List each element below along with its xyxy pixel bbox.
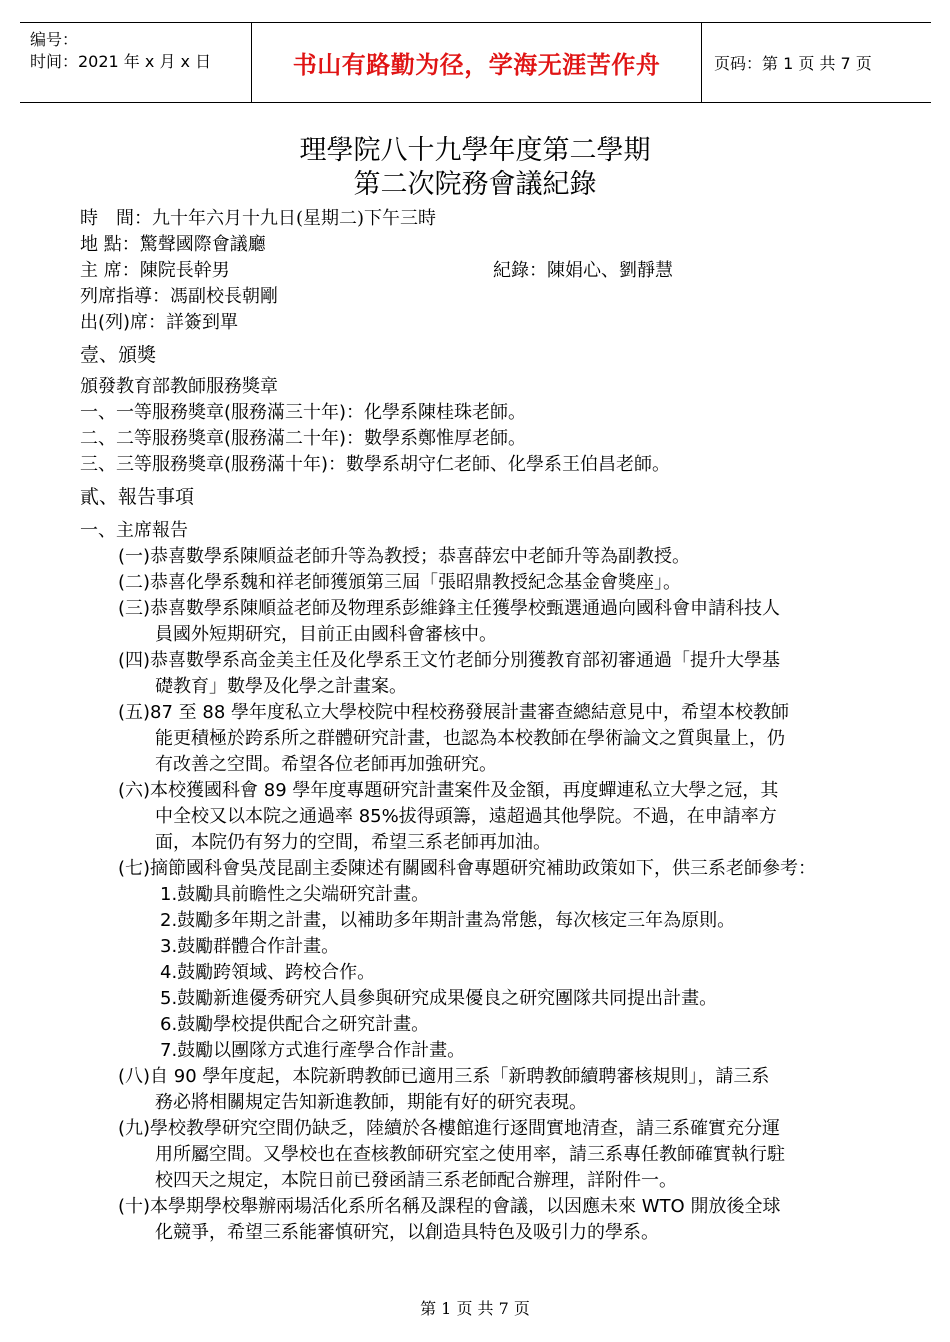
policy-item: 3.鼓勵群體合作計畫。 bbox=[160, 936, 340, 957]
header-page-info: 页码：第 1 页 共 7 页 bbox=[714, 54, 872, 73]
doc-title-line1: 理學院八十九學年度第二學期 bbox=[299, 135, 651, 166]
chair-report-heading: 一、主席報告 bbox=[80, 520, 188, 541]
report-item-10: (十)本學期學校舉辦兩場活化系所名稱及課程的會議，以因應未來 WTO 開放後全球 bbox=[118, 1196, 781, 1217]
report-item-8: (八)自 90 學年度起，本院新聘教師已適用三系「新聘教師續聘審核規則」，請三系 bbox=[118, 1066, 770, 1087]
header-time-label: 时间：2021 年 x 月 x 日 bbox=[30, 52, 212, 71]
report-item-5-cont: 有改善之空間。希望各位老師再加強研究。 bbox=[155, 754, 497, 775]
page-header bbox=[20, 22, 931, 103]
policy-item: 7.鼓勵以團隊方式進行產學合作計畫。 bbox=[160, 1040, 466, 1061]
award-item: 一、一等服務獎章(服務滿三十年)：化學系陳桂珠老師。 bbox=[80, 402, 527, 423]
header-left-cell bbox=[20, 23, 252, 102]
report-item-6-cont: 面，本院仍有努力的空間，希望三系老師再加油。 bbox=[155, 832, 551, 853]
report-item-5-cont: 能更積極於跨系所之群體研究計畫，也認為本校教師在學術論文之質與量上，仍 bbox=[155, 728, 785, 749]
award-item: 二、二等服務獎章(服務滿二十年)：數學系鄭惟厚老師。 bbox=[80, 428, 527, 449]
meeting-recorder: 紀錄：陳娟心、劉靜慧 bbox=[493, 260, 673, 281]
meeting-time: 時 間：九十年六月十九日(星期二)下午三時 bbox=[80, 208, 437, 229]
report-item-6: (六)本校獲國科會 89 學年度專題研究計畫案件及金額，再度蟬連私立大學之冠，其 bbox=[118, 780, 779, 801]
report-item-2: (二)恭喜化學系魏和祥老師獲頒第三屆「張昭鼎教授紀念基金會獎座」。 bbox=[118, 572, 682, 593]
meeting-guidance: 列席指導：馮副校長朝剛 bbox=[80, 286, 278, 307]
section2-heading: 貳、報告事項 bbox=[80, 486, 195, 508]
section1-intro: 頒發教育部教師服務獎章 bbox=[80, 376, 278, 397]
header-page-info-cell bbox=[702, 23, 931, 102]
report-item-4-cont: 礎教育」數學及化學之計畫案。 bbox=[155, 676, 407, 697]
report-item-10-cont: 化競爭，希望三系能審慎研究，以創造具特色及吸引力的學系。 bbox=[155, 1222, 659, 1243]
header-motto-cell bbox=[252, 23, 702, 102]
doc-title-line2: 第二次院務會議紀錄 bbox=[353, 169, 597, 200]
section1-heading: 壹、頒獎 bbox=[80, 344, 157, 366]
policy-item: 2.鼓勵多年期之計畫，以補助多年期計畫為常態，每次核定三年為原則。 bbox=[160, 910, 736, 931]
report-item-6-cont: 中全校又以本院之通過率 85%拔得頭籌，遠超過其他學院。不過，在申請率方 bbox=[155, 806, 777, 827]
report-item-9-cont: 用所屬空間。又學校也在查核教師研究室之使用率，請三系專任教師確實執行駐 bbox=[155, 1144, 785, 1165]
report-item-1: (一)恭喜數學系陳順益老師升等為教授；恭喜薛宏中老師升等為副教授。 bbox=[118, 546, 691, 567]
report-item-8-cont: 務必將相關規定告知新進教師，期能有好的研究表現。 bbox=[155, 1092, 587, 1113]
meeting-chair: 主 席：陳院長幹男 bbox=[80, 260, 230, 281]
meeting-attendance: 出(列)席：詳簽到單 bbox=[80, 312, 239, 333]
policy-item: 4.鼓勵跨領域、跨校合作。 bbox=[160, 962, 376, 983]
report-item-9: (九)學校教學研究空間仍缺乏，陸續於各樓館進行逐間實地清查，請三系確實充分運 bbox=[118, 1118, 781, 1139]
header-number-label: 编号： bbox=[30, 30, 79, 49]
policy-item: 1.鼓勵具前瞻性之尖端研究計畫。 bbox=[160, 884, 430, 905]
policy-item: 5.鼓勵新進優秀研究人員參與研究成果優良之研究團隊共同提出計畫。 bbox=[160, 988, 718, 1009]
report-item-9-cont: 校四天之規定，本院日前已發函請三系老師配合辦理，詳附件一。 bbox=[155, 1170, 677, 1191]
header-motto: 书山有路勤为径，学海无涯苦作舟 bbox=[292, 51, 661, 79]
meeting-place: 地 點：驚聲國際會議廳 bbox=[80, 234, 266, 255]
report-item-3: (三)恭喜數學系陳順益老師及物理系彭維鋒主任獲學校甄選通過向國科會申請科技人 bbox=[118, 598, 781, 619]
report-item-4: (四)恭喜數學系高金美主任及化學系王文竹老師分別獲教育部初審通過「提升大學基 bbox=[118, 650, 781, 671]
page-footer: 第 1 页 共 7 页 bbox=[420, 1299, 530, 1318]
award-item: 三、三等服務獎章(服務滿十年)：數學系胡守仁老師、化學系王伯昌老師。 bbox=[80, 454, 671, 475]
report-item-3-cont: 員國外短期研究，目前正由國科會審核中。 bbox=[155, 624, 497, 645]
report-item-5: (五)87 至 88 學年度私立大學校院中程校務發展計畫審查總結意見中，希望本校教師 bbox=[118, 702, 790, 723]
policy-item: 6.鼓勵學校提供配合之研究計畫。 bbox=[160, 1014, 430, 1035]
report-item-7: (七)摘節國科會吳茂昆副主委陳述有關國科會專題研究補助政策如下，供三系老師參考： bbox=[118, 858, 817, 879]
